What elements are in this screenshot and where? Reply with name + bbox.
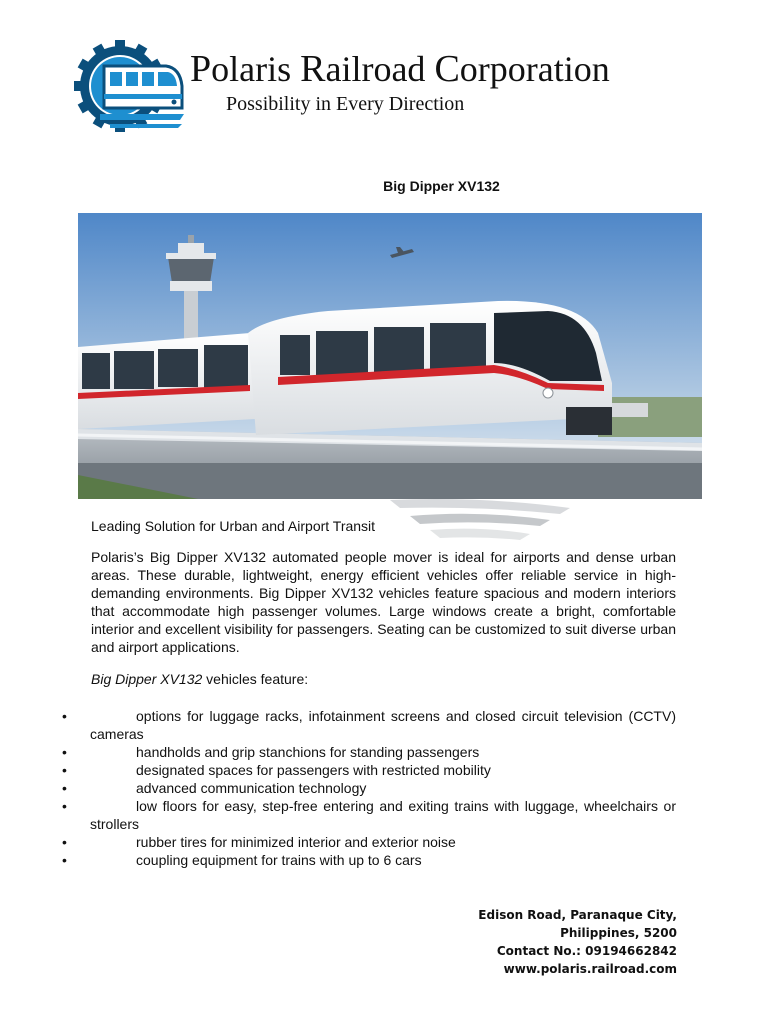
website-link: www.polaris.railroad.com [503, 962, 677, 976]
list-item [62, 761, 676, 779]
front-car [248, 301, 612, 435]
list-item-text: rubber tires for minimized interior and exterior noise [136, 834, 456, 850]
train-photo [78, 213, 702, 499]
bullet-icon: • [62, 852, 67, 868]
document-title: Big Dipper XV132 [383, 178, 500, 194]
list-item-text: options for luggage racks, infotainment screens and closed circuit television (CCTV) cameras [90, 708, 676, 742]
feature-intro [91, 670, 308, 688]
bullet-icon: • [62, 744, 67, 760]
list-item [62, 851, 676, 869]
section-title: Leading Solution for Urban and Airport Transit [91, 518, 376, 534]
address-line-1: Edison Road, Paranaque City, [478, 908, 677, 922]
bullet-icon: • [62, 798, 67, 814]
address-line-2: Philippines, 5200 [560, 926, 677, 940]
company-name: Polaris Railroad Corporation [190, 48, 610, 90]
company-tagline: Possibility in Every Direction [226, 93, 465, 115]
feature-intro-product: Big Dipper XV132 [91, 671, 203, 687]
product-description: Polaris’s Big Dipper XV132 automated people mover is ideal for airports and dense urban areas. These durable, lightweight, energy efficient vehicles offer reliable service in high-demanding environments. Big Dipper XV132 vehicles feature spacious and modern interiors that accommodate high passenger volumes. Large windows create a bright, comfortable interior and excellent visibility for passengers. Seating can be customized to suit diverse urban and airport applications. [91, 549, 676, 655]
list-item-text: low floors for easy, step-free entering and exiting trains with luggage, wheelchairs or strollers [90, 798, 676, 832]
list-item-text: advanced communication technology [136, 780, 367, 796]
list-item [62, 797, 676, 833]
photo-reflection [370, 498, 590, 546]
contact-number: Contact No.: 09194662842 [496, 944, 677, 958]
feature-intro-suffix: vehicles feature: [202, 671, 309, 687]
list-item [62, 833, 676, 851]
feature-list [62, 707, 676, 869]
bullet-icon: • [62, 708, 67, 724]
bullet-icon: • [62, 834, 67, 850]
company-address [478, 906, 677, 978]
list-item-text: designated spaces for passengers with restricted mobility [136, 762, 491, 778]
rear-car [78, 333, 256, 429]
list-item [62, 707, 676, 743]
list-item-text: coupling equipment for trains with up to 6 cars [136, 852, 422, 868]
bullet-icon: • [62, 762, 67, 778]
list-item [62, 743, 676, 761]
company-logo [70, 38, 188, 134]
list-item [62, 779, 676, 797]
bullet-icon: • [62, 780, 67, 796]
list-item-text: handholds and grip stanchions for standing passengers [136, 744, 480, 760]
